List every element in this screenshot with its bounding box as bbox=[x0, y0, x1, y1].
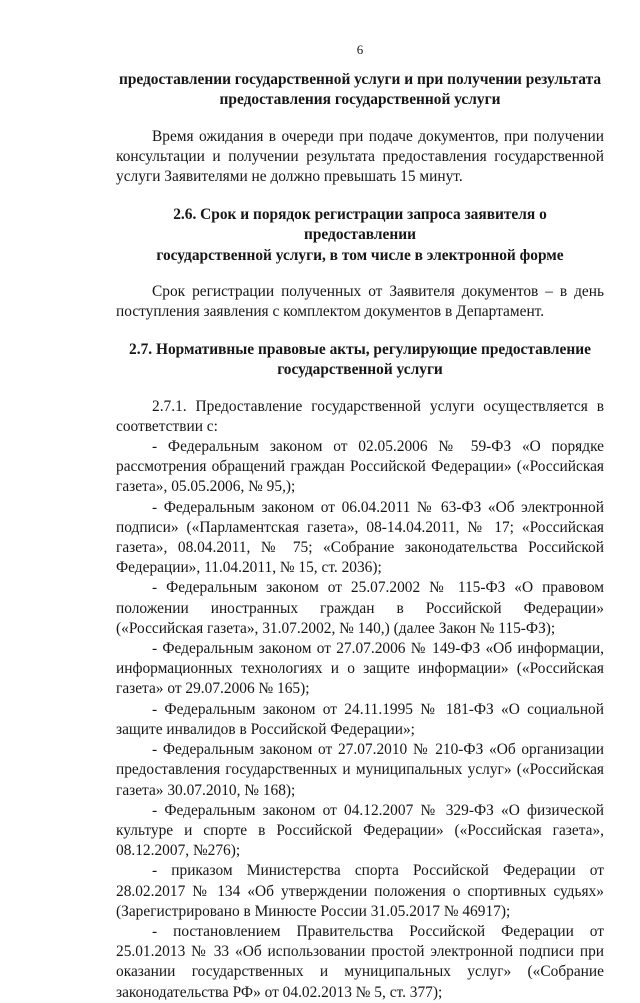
section-2-7-title-line-2: государственной услуги bbox=[277, 361, 443, 379]
law-list-item: - Федеральным законом от 04.12.2007 № 329-ФЗ «О физической культуре и спорте в Российской Федерации» («Российская газета», 08.12.2007, №276); bbox=[116, 801, 604, 860]
heading-continued-line-2: предоставления государственной услуги bbox=[219, 91, 501, 109]
law-list-item: - Федеральным законом от 25.07.2002 № 115-ФЗ «О правовом положении иностранных граждан в Российской Федерации» («Российская газета», 31.07.2002, № 140,) (далее Закон № 115-ФЗ); bbox=[116, 579, 604, 637]
heading-continued-line-1: предоставлении государственной услуги и при получении результата bbox=[118, 71, 602, 89]
section-2-7-title-line-1: 2.7. Нормативные правовые акты, регулирующие предоставление bbox=[129, 341, 591, 359]
section-2-6-text: Срок регистрации полученных от Заявителя документов – в день поступления заявления с комплектом документов в Департамент. bbox=[116, 282, 604, 321]
paragraph-wait-time: Время ожидания в очереди при подаче документов, при получении консультации и получении результата предоставления государственной услуги Заявителями не должно превышать 15 минут. bbox=[116, 127, 604, 186]
section-2-6-title-line-2: государственной услуги, в том числе в электронной форме bbox=[156, 246, 564, 264]
law-list-item: - Федеральным законом от 02.05.2006 № 59-ФЗ «О порядке рассмотрения обращений граждан Российской Федерации» («Российская газета», 05.05.2006, № 95,); bbox=[116, 438, 604, 496]
page-number: 6 bbox=[356, 42, 364, 57]
law-list-item: - постановлением Правительства Российской Федерации от 25.01.2013 № 33 «Об использовании простой электронной подписи при оказании государственных и муниципальных услуг» («Собрание законодательства РФ» от 04.02.2013 № 5, ст. 377); bbox=[116, 922, 604, 1001]
section-2-6-title-line-1: 2.6. Срок и порядок регистрации запроса заявителя о предоставлении bbox=[173, 206, 547, 244]
law-list-item: - Федеральным законом от 27.07.2006 № 149-ФЗ «Об информации, информационных технологиях и о защите информации» («Российская газета» от 29.07.2006 № 165); bbox=[116, 640, 604, 698]
section-2-7-1-intro: 2.7.1. Предоставление государственной услуги осуществляется в соответствии с: bbox=[116, 397, 604, 435]
law-list-item: - Федеральным законом от 06.04.2011 № 63-ФЗ «Об электронной подписи» («Парламентская газета», 08-14.04.2011, № 17; «Российская газета», 08.04.2011, № 75; «Собрание законодательства Российской Федерации», 11.04.2011, № 15, ст. 2036); bbox=[116, 498, 604, 577]
law-list-item: - Федеральным законом от 24.11.1995 № 181-ФЗ «О социальной защите инвалидов в Российской Федерации»; bbox=[116, 700, 604, 738]
law-list-item: - Федеральным законом от 27.07.2010 № 210-ФЗ «Об организации предоставления государственных и муниципальных услуг» («Российская газета» 30.07.2010, № 168); bbox=[116, 741, 604, 799]
law-list-item: - приказом Министерства спорта Российской Федерации от 28.02.2017 № 134 «Об утверждении положения о спортивных судьях» (Зарегистрировано в Минюсте России 31.05.2017 № 46917); bbox=[116, 862, 604, 920]
